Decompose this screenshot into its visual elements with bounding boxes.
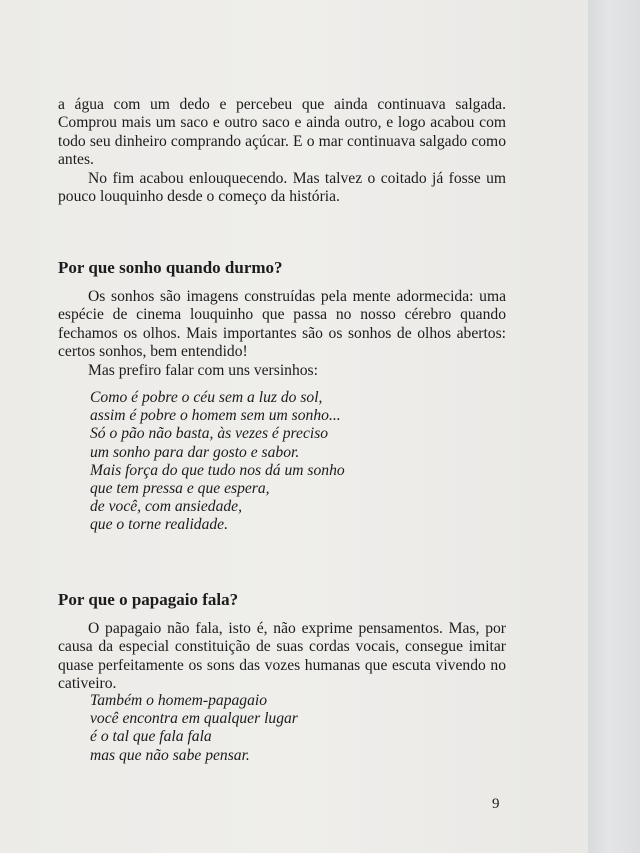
poem-line: um sonho para dar gosto e sabor. — [90, 443, 300, 461]
section-title-sonho: Por que sonho quando durmo? — [58, 258, 283, 277]
poem-line: você encontra em qualquer lugar — [90, 710, 298, 728]
poem-line: Mais força do que tudo nos dá um sonho — [90, 461, 345, 479]
section-title-papagaio: Por que o papagaio fala? — [58, 590, 239, 609]
section-sonho-paragraph-2: Mas prefiro falar com uns versinhos: — [88, 361, 318, 379]
section-sonho-body — [58, 288, 506, 380]
intro-paragraph-1: a água com um dedo e percebeu que ainda continuava salgada. Comprou mais um saco e outro saco e ainda outro, e logo acabou com todo seu dinheiro comprando açúcar. E o mar continuava salgado como antes. — [58, 96, 506, 169]
poem-line: Como é pobre o céu sem a luz do sol, — [90, 389, 323, 406]
poem-papagaio — [90, 692, 298, 765]
section-papagaio-paragraph-1: O papagaio não fala, isto é, não exprime pensamentos. Mas, por causa da especial constituição de suas cordas vocais, consegue imitar quase perfeitamente os sons das vozes humanas que escuta vivendo no cativeiro. — [58, 620, 506, 693]
intro-text — [58, 96, 506, 206]
section-sonho-paragraph-1: Os sonhos são imagens construídas pela mente adormecida: uma espécie de cinema louquinho que passa no nosso cérebro quando fechamos os olhos. Mais importantes são os sonhos de olhos abertos: certos sonhos, bem entendido! — [58, 288, 506, 361]
poem-sonho — [90, 389, 345, 535]
poem-line: que o torne realidade. — [90, 516, 229, 534]
poem-line: mas que não sabe pensar. — [90, 746, 250, 764]
section-papagaio-body — [58, 620, 506, 694]
poem-line: Também o homem-papagaio — [90, 692, 268, 709]
poem-line: que tem pressa e que espera, — [90, 480, 270, 498]
intro-paragraph-2: No fim acabou enlouquecendo. Mas talvez o coitado já fosse um pouco louquinho desde o começo da história. — [58, 169, 506, 206]
poem-line: Só o pão não basta, às vezes é preciso — [90, 425, 329, 443]
poem-line: assim é pobre o homem sem um sonho... — [90, 407, 341, 425]
poem-line: é o tal que fala fala — [90, 728, 212, 746]
poem-line: de você, com ansiedade, — [90, 498, 242, 516]
next-page-edge — [588, 0, 640, 853]
page-number: 9 — [492, 796, 500, 812]
